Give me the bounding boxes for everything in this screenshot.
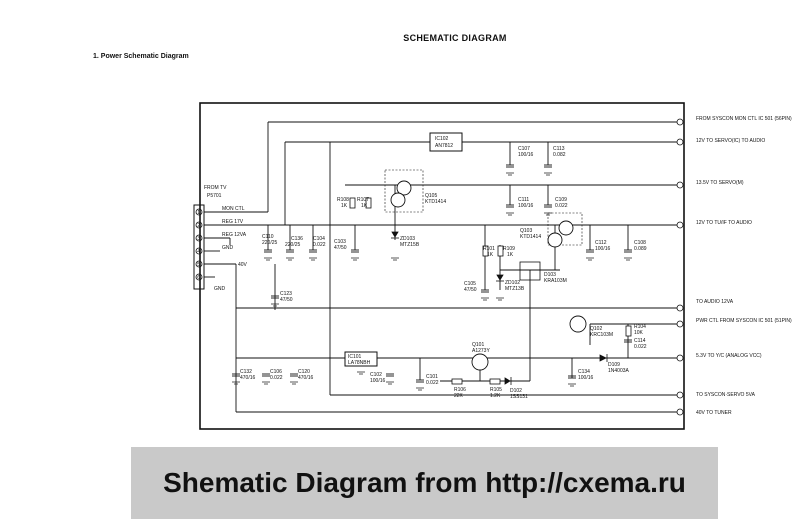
- svg-text:1.2K: 1.2K: [490, 393, 501, 399]
- svg-text:1N4003A: 1N4003A: [608, 368, 629, 374]
- svg-text:1K: 1K: [507, 252, 514, 258]
- svg-text:LA78NBH: LA78NBH: [348, 360, 371, 366]
- svg-text:6: 6: [197, 274, 201, 281]
- svg-text:ZD103: ZD103: [400, 236, 416, 242]
- svg-text:C134: C134: [578, 369, 590, 375]
- svg-text:C136: C136: [291, 236, 303, 242]
- svg-text:1K: 1K: [341, 203, 348, 209]
- svg-text:C113: C113: [553, 146, 565, 152]
- svg-text:0.022: 0.022: [634, 344, 647, 350]
- transistors: [391, 181, 586, 370]
- svg-text:PWR CTL FROM SYSCON IC 501 (51: PWR CTL FROM SYSCON IC 501 (51PIN): [696, 318, 792, 324]
- svg-text:12V TO SERVO(IC) TO AUDIO: 12V TO SERVO(IC) TO AUDIO: [696, 138, 766, 144]
- svg-text:Q102: Q102: [590, 326, 603, 332]
- svg-text:KRA103M: KRA103M: [544, 278, 567, 284]
- input-ref: P5701: [207, 193, 222, 199]
- svg-text:10K: 10K: [634, 330, 643, 336]
- svg-text:C110: C110: [262, 234, 274, 240]
- svg-text:C120: C120: [298, 369, 310, 375]
- svg-text:100/16: 100/16: [518, 203, 534, 209]
- svg-text:4: 4: [197, 248, 201, 255]
- svg-text:470/16: 470/16: [240, 375, 256, 381]
- svg-text:0.089: 0.089: [634, 246, 647, 252]
- svg-text:C114: C114: [634, 338, 646, 344]
- svg-text:1SS131: 1SS131: [510, 394, 528, 400]
- svg-text:R105: R105: [490, 387, 502, 393]
- svg-text:IC102: IC102: [435, 136, 449, 142]
- svg-text:KTD1414: KTD1414: [425, 199, 447, 205]
- svg-text:C103: C103: [334, 239, 346, 245]
- svg-text:22K: 22K: [454, 393, 463, 399]
- svg-text:0.022: 0.022: [313, 242, 326, 248]
- svg-text:C102: C102: [370, 372, 382, 378]
- capacitor-labels: [240, 146, 647, 386]
- svg-text:0.022: 0.022: [270, 375, 283, 381]
- ground-symbols: [232, 173, 632, 390]
- svg-text:KRC103M: KRC103M: [590, 332, 614, 338]
- svg-text:1K: 1K: [487, 252, 494, 258]
- svg-text:MTZ13B: MTZ13B: [505, 286, 525, 292]
- svg-text:100/16: 100/16: [578, 375, 594, 381]
- svg-text:220/25: 220/25: [285, 242, 301, 248]
- section-subtitle: 1. Power Schematic Diagram: [93, 53, 189, 60]
- svg-text:47/50: 47/50: [464, 287, 477, 293]
- svg-text:ZD102: ZD102: [505, 280, 521, 286]
- svg-text:D103: D103: [544, 272, 556, 278]
- svg-text:C123: C123: [280, 291, 292, 297]
- source-watermark-banner: [131, 447, 718, 519]
- svg-text:Q103: Q103: [520, 228, 533, 234]
- svg-text:0.022: 0.022: [426, 380, 439, 386]
- svg-text:220/25: 220/25: [262, 240, 278, 246]
- svg-text:KTD1414: KTD1414: [520, 234, 542, 240]
- svg-text:C105: C105: [464, 281, 476, 287]
- svg-text:REG 17V: REG 17V: [222, 219, 244, 225]
- svg-text:1K: 1K: [361, 203, 368, 209]
- svg-text:C111: C111: [518, 197, 530, 203]
- svg-text:5.3V TO Y/C (ANALOG VCC): 5.3V TO Y/C (ANALOG VCC): [696, 353, 762, 359]
- svg-text:C107: C107: [518, 146, 530, 152]
- svg-text:40V: 40V: [238, 262, 247, 268]
- svg-text:R104: R104: [634, 324, 646, 330]
- svg-text:C108: C108: [634, 240, 646, 246]
- banner-text: Shematic Diagram from http://cxema.ru: [163, 467, 686, 498]
- svg-text:Q101: Q101: [472, 342, 485, 348]
- svg-text:C112: C112: [595, 240, 607, 246]
- connector-pins: [196, 209, 202, 280]
- svg-text:100/16: 100/16: [518, 152, 534, 158]
- svg-text:D109: D109: [608, 362, 620, 368]
- svg-text:40V TO TUNER: 40V TO TUNER: [696, 410, 732, 416]
- svg-text:AN7812: AN7812: [435, 143, 454, 149]
- svg-text:C104: C104: [313, 236, 325, 242]
- svg-text:GND: GND: [222, 245, 234, 251]
- page-title: SCHEMATIC DIAGRAM: [403, 33, 507, 43]
- svg-text:FROM SYSCON MON CTL IC 501 (56: FROM SYSCON MON CTL IC 501 (56PIN): [696, 116, 792, 122]
- svg-text:TO AUDIO 12VA: TO AUDIO 12VA: [696, 299, 734, 305]
- svg-text:C101: C101: [426, 374, 438, 380]
- resistor-labels: [337, 197, 646, 399]
- transistor-labels: [425, 193, 613, 354]
- svg-text:R106: R106: [454, 387, 466, 393]
- input-label: FROM TV: [204, 185, 227, 191]
- input-pin-labels: [214, 206, 248, 292]
- svg-text:MON CTL: MON CTL: [222, 206, 245, 212]
- svg-text:470/16: 470/16: [298, 375, 314, 381]
- svg-text:R109: R109: [503, 246, 515, 252]
- svg-text:100/16: 100/16: [595, 246, 611, 252]
- svg-text:2: 2: [197, 222, 201, 229]
- svg-text:13.5V TO SERVO(M): 13.5V TO SERVO(M): [696, 180, 744, 186]
- svg-text:TO SYSCON·SERVO 5VA: TO SYSCON·SERVO 5VA: [696, 392, 755, 398]
- svg-text:IC101: IC101: [348, 354, 362, 360]
- svg-text:A1273Y: A1273Y: [472, 348, 490, 354]
- svg-text:47/50: 47/50: [334, 245, 347, 251]
- resistors: [350, 198, 631, 384]
- svg-text:3: 3: [197, 235, 201, 242]
- svg-text:C106: C106: [270, 369, 282, 375]
- svg-text:GND: GND: [214, 286, 226, 292]
- svg-text:0.022: 0.022: [555, 203, 568, 209]
- svg-text:MTZ15B: MTZ15B: [400, 242, 420, 248]
- output-terminals: [677, 119, 683, 415]
- svg-text:0.082: 0.082: [553, 152, 566, 158]
- svg-text:D102: D102: [510, 388, 522, 394]
- svg-text:100/16: 100/16: [370, 378, 386, 384]
- svg-text:1: 1: [197, 209, 201, 216]
- svg-text:REG 12VA: REG 12VA: [222, 232, 247, 238]
- svg-text:R107: R107: [357, 197, 369, 203]
- svg-text:12V TO TU/IF TO AUDIO: 12V TO TU/IF TO AUDIO: [696, 220, 752, 226]
- svg-text:Q105: Q105: [425, 193, 438, 199]
- svg-text:C109: C109: [555, 197, 567, 203]
- svg-text:R108: R108: [337, 197, 349, 203]
- output-labels: [696, 116, 792, 416]
- svg-text:5: 5: [197, 261, 201, 268]
- svg-text:R101: R101: [483, 246, 495, 252]
- svg-text:47/50: 47/50: [280, 297, 293, 303]
- svg-text:C132: C132: [240, 369, 252, 375]
